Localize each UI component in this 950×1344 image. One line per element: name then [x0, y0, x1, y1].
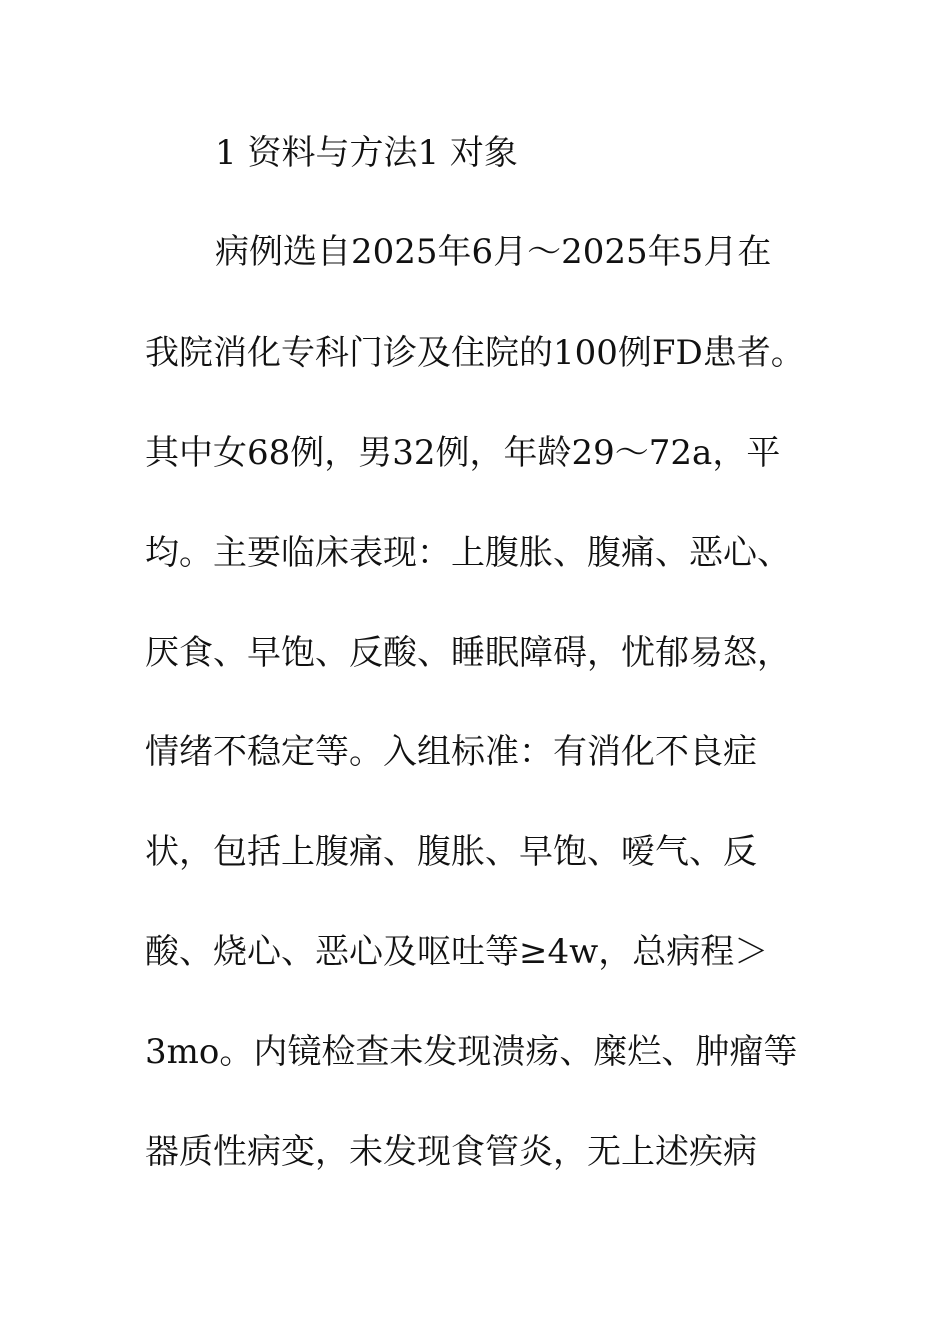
paragraph-line-1: 病例选自2025年6月～2025年5月在: [215, 232, 772, 272]
paragraph-line-2: 我院消化专科门诊及住院的100例FD患者。: [145, 333, 805, 373]
paragraph-line-10: 器质性病变，未发现食管炎，无上述疾病: [145, 1132, 757, 1172]
paragraph-line-4: 均。主要临床表现：上腹胀、腹痛、恶心、: [145, 533, 791, 573]
paragraph-line-8: 酸、烧心、恶心及呕吐等≥4w，总病程＞: [145, 932, 769, 972]
paragraph-line-9: 3mo。内镜检查未发现溃疡、糜烂、肿瘤等: [145, 1032, 798, 1072]
paragraph-line-7: 状，包括上腹痛、腹胀、早饱、嗳气、反: [145, 832, 757, 872]
paragraph-line-3: 其中女68例，男32例，年龄29～72a，平: [145, 433, 781, 473]
paragraph-line-6: 情绪不稳定等。入组标准：有消化不良症: [145, 732, 757, 772]
paragraph-line-5: 厌食、早饱、反酸、睡眠障碍，忧郁易怒，: [145, 633, 791, 673]
section-heading: 1 资料与方法1 对象: [215, 133, 518, 173]
